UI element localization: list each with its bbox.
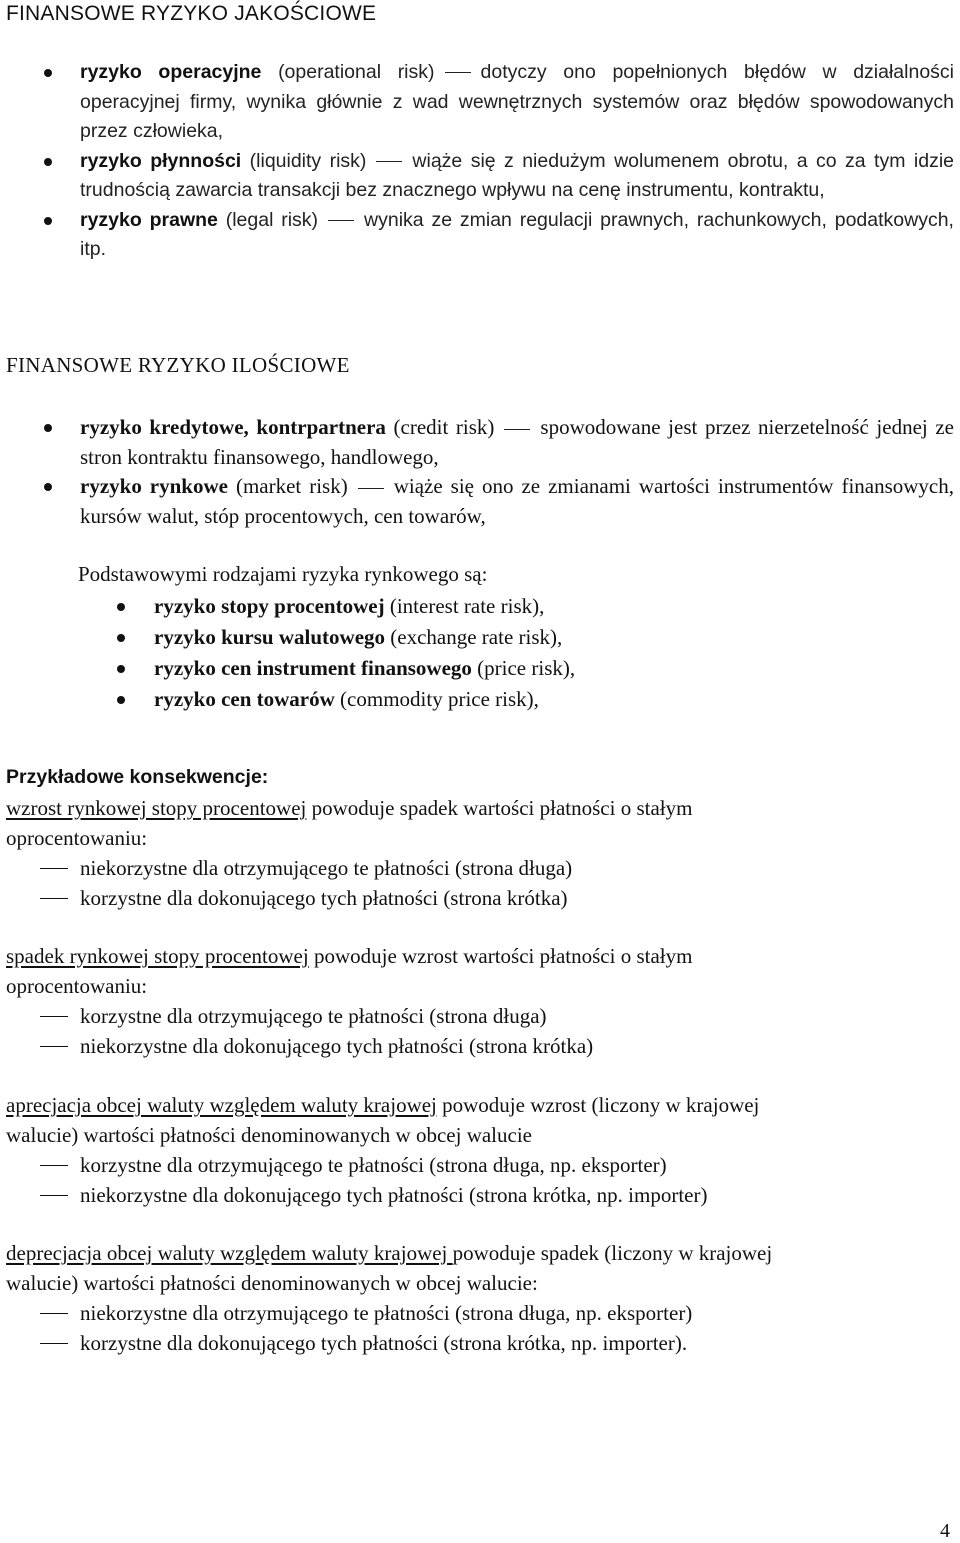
cause-text: spadek rynkowej stopy procentowej — [6, 944, 309, 968]
effect-continuation: oprocentowaniu: — [6, 825, 148, 850]
dash-separator — [504, 429, 530, 430]
risk-term: ryzyko stopy procentowej — [154, 594, 385, 618]
risk-english: (price risk), — [477, 656, 576, 680]
consequence-item: korzystne dla otrzymującego te płatności (strona długa, np. eksporter) — [6, 1150, 946, 1180]
consequence-item: niekorzystne dla dokonującego tych płatności (strona krótka) — [6, 1031, 946, 1061]
effect-text: powoduje spadek wartości płatności o stałym — [306, 796, 693, 820]
dash-separator — [376, 161, 402, 162]
effect-continuation: walucie) wartości płatności denominowanych w obcej walucie — [6, 1122, 532, 1147]
consequences-title: Przykładowe konsekwencje: — [6, 766, 269, 788]
effect-text: powoduje wzrost wartości płatności o stałym — [308, 944, 693, 968]
cause-text: deprecjacja obcej waluty względem waluty krajowej — [6, 1241, 453, 1265]
risk-term: ryzyko prawne — [80, 208, 218, 231]
list-item — [154, 622, 575, 653]
risk-description: wynika ze zmian regulacji prawnych, rachunkowych, podatkowych, itp. — [80, 208, 954, 260]
effect-continuation: walucie) wartości płatności denominowanych w obcej walucie: — [6, 1270, 538, 1295]
consequence-item: korzystne dla otrzymującego te płatności (strona długa) — [6, 1001, 946, 1031]
risk-term: ryzyko operacyjne — [80, 61, 262, 83]
list-item — [80, 413, 954, 472]
consequence-item: niekorzystne dla otrzymującego te płatności (strona długa) — [6, 853, 946, 883]
risk-description: wiąże się ono ze zmianami wartości instrumentów finansowych, kursów walut, stóp procentowych, cen towarów, — [80, 474, 955, 528]
risk-term: ryzyko płynności — [80, 149, 242, 172]
effect-continuation: oprocentowaniu: — [6, 973, 148, 998]
risk-english: (exchange rate risk), — [390, 625, 563, 649]
dash-separator — [445, 72, 471, 73]
consequence-block — [6, 1239, 946, 1358]
list-item — [154, 591, 575, 622]
list-item — [80, 58, 954, 147]
consequence-item: niekorzystne dla otrzymującego te płatności (strona długa, np. eksporter) — [6, 1298, 946, 1328]
list-item — [80, 472, 954, 531]
consequence-item: niekorzystne dla dokonującego tych płatności (strona krótka, np. importer) — [6, 1180, 946, 1210]
risk-term: ryzyko kredytowe, kontrpartnera — [80, 415, 386, 439]
risk-term: ryzyko cen towarów — [154, 687, 335, 711]
risk-term: ryzyko cen instrument finansowego — [154, 656, 472, 680]
risk-description: spowodowane jest przez nierzetelność jednej ze stron kontraktu finansowego, handlowego, — [80, 415, 954, 469]
qualitative-list — [80, 58, 954, 265]
cause-text: wzrost rynkowej stopy procentowej — [6, 796, 307, 820]
qualitative-heading: FINANSOWE RYZYKO JAKOŚCIOWE — [6, 2, 377, 25]
risk-english: (interest rate risk), — [389, 594, 545, 618]
risk-term: ryzyko kursu walutowego — [154, 625, 386, 649]
list-item — [154, 653, 575, 684]
cause-text: aprecjacja obcej waluty względem waluty krajowej — [6, 1093, 437, 1117]
consequence-item: korzystne dla dokonującego tych płatności (strona krótka) — [6, 883, 946, 913]
effect-text: powoduje wzrost (liczony w krajowej — [436, 1093, 760, 1117]
risk-english: (operational risk) — [278, 61, 435, 83]
risk-english: (commodity price risk), — [340, 687, 539, 711]
quantitative-list — [80, 413, 954, 531]
risk-english: (liquidity risk) — [249, 149, 367, 172]
page-number: 4 — [940, 1520, 950, 1542]
effect-text: powoduje spadek (liczony w krajowej — [452, 1241, 773, 1265]
list-item — [154, 684, 575, 715]
market-risk-types — [154, 591, 575, 715]
market-risk-intro: Podstawowymi rodzajami ryzyka rynkowego są: — [78, 562, 488, 586]
list-item — [80, 206, 954, 265]
consequence-item: korzystne dla dokonującego tych płatności (strona krótka, np. importer). — [6, 1328, 946, 1358]
list-item — [80, 147, 954, 206]
dash-separator — [358, 488, 384, 489]
risk-description: wiąże się z niedużym wolumenem obrotu, a co za tym idzie trudnością zawarcia transakcji bez znacznego wpływu na cenę instrumentu, kontraktu, — [80, 149, 954, 201]
risk-description: dotyczy ono popełnionych błędów w działalności operacyjnej firmy, wynika głównie z wad wewnętrznych systemów oraz błędów spowodowanych przez człowieka, — [80, 61, 954, 142]
consequence-block — [6, 1091, 946, 1210]
risk-english: (market risk) — [235, 474, 348, 498]
risk-english: (legal risk) — [225, 208, 319, 231]
dash-separator — [328, 220, 354, 221]
consequence-block — [6, 942, 946, 1061]
risk-english: (credit risk) — [393, 415, 495, 439]
quantitative-heading: FINANSOWE RYZYKO ILOŚCIOWE — [6, 353, 350, 377]
risk-term: ryzyko rynkowe — [80, 474, 228, 498]
consequence-block — [6, 794, 946, 913]
